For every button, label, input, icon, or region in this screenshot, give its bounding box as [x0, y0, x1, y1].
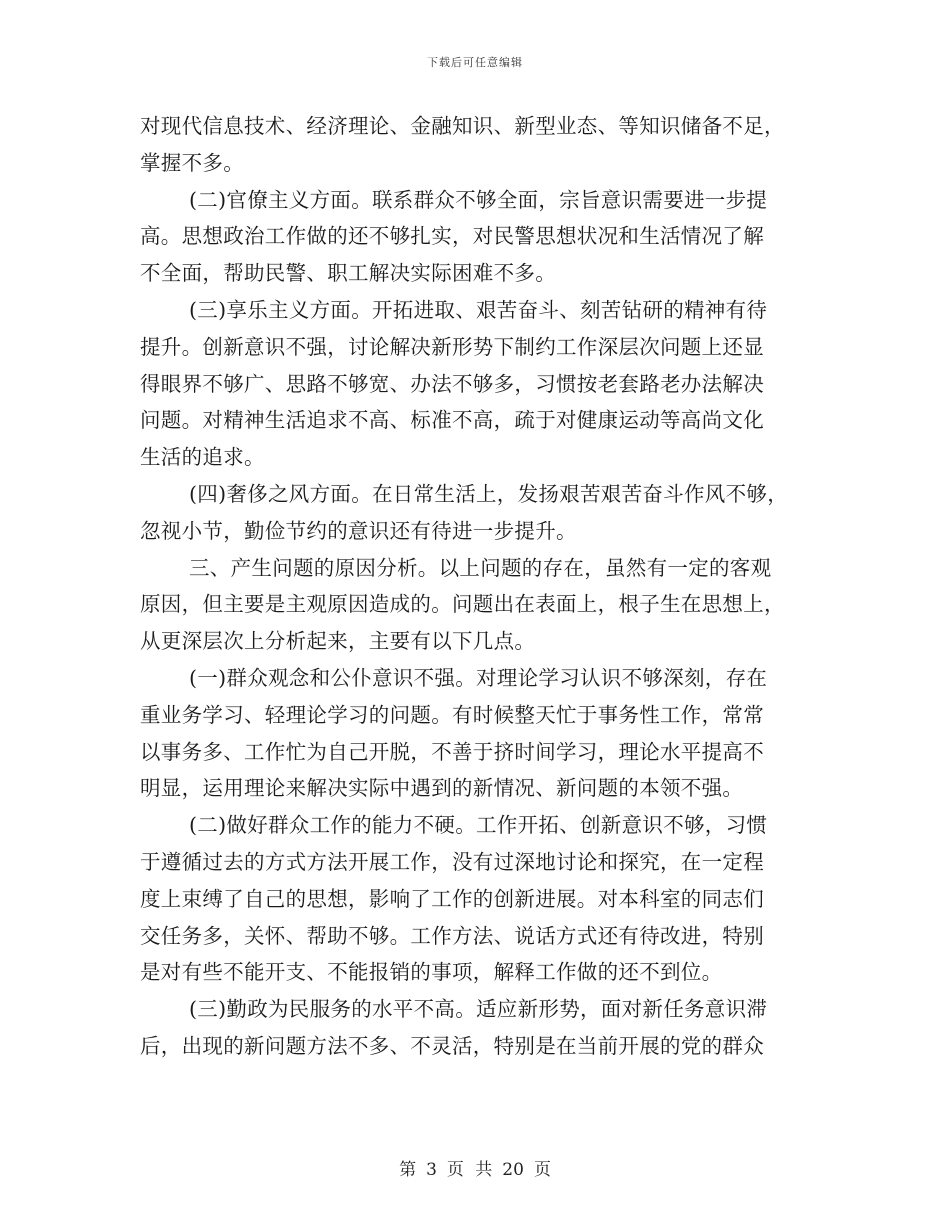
- footer-suffix: 页: [533, 1160, 551, 1180]
- text-line: 后，出现的新问题方法不多、不灵活，特别是在当前开展的党的群众: [140, 1033, 764, 1058]
- footer-middle: 页 共: [446, 1160, 493, 1180]
- text-line: 掌握不多。: [140, 150, 244, 175]
- paragraph-first-line: (三)勤政为民服务的水平不高。适应新形势，面对新任务意识滞: [189, 997, 768, 1022]
- document-body: [140, 108, 810, 1065]
- text-line: 从更深层次上分析起来，主要有以下几点。: [140, 629, 536, 654]
- text-line: 交任务多，关怀、帮助不够。工作方法、说话方式还有待改进，特别: [140, 923, 764, 948]
- text-line: 不全面，帮助民警、职工解决实际困难不多。: [140, 261, 556, 286]
- text-line: 度上束缚了自己的思想，影响了工作的创新进展。对本科室的同志们: [140, 886, 764, 911]
- text-line: 原因，但主要是主观原因造成的。问题出在表面上，根子生在思想上，: [140, 592, 785, 617]
- paragraph-first-line: (一)群众观念和公仆意识不强。对理论学习认识不够深刻，存在: [189, 665, 768, 690]
- text-line: 高。思想政治工作做的还不够扎实，对民警思想状况和生活情况了解: [140, 224, 764, 249]
- text-line: 是对有些不能开支、不能报销的事项，解释工作做的还不到位。: [140, 960, 723, 985]
- footer-current-page: 3: [426, 1160, 437, 1180]
- page-footer: [0, 1155, 950, 1180]
- paragraph-first-line: (三)享乐主义方面。开拓进取、艰苦奋斗、刻苦钻研的精神有待: [189, 297, 768, 322]
- paragraph-first-line: (二)官僚主义方面。联系群众不够全面，宗旨意识需要进一步提: [189, 187, 768, 212]
- text-line: 以事务多、工作忙为自己开脱，不善于挤时间学习，理论水平提高不: [140, 739, 764, 764]
- footer-prefix: 第: [399, 1160, 417, 1180]
- text-line: 对现代信息技术、经济理论、金融知识、新型业态、等知识储备不足，: [140, 114, 785, 138]
- page-header: 下载后可任意编辑: [427, 56, 523, 69]
- paragraph-first-line: (二)做好群众工作的能力不硬。工作开拓、创新意识不够，习惯: [189, 813, 768, 838]
- text-line: 于遵循过去的方式方法开展工作，没有过深地讨论和探究，在一定程: [140, 849, 764, 874]
- text-line: 问题。对精神生活追求不高、标准不高，疏于对健康运动等高尚文化: [140, 408, 764, 433]
- text-line: 忽视小节，勤俭节约的意识还有待进一步提升。: [140, 518, 577, 543]
- paragraph-first-line: 三、产生问题的原因分析。以上问题的存在，虽然有一定的客观: [189, 555, 772, 580]
- text-line: 得眼界不够广、思路不够宽、办法不够多，习惯按老套路老办法解决: [140, 371, 764, 396]
- paragraph-first-line: (四)奢侈之风方面。在日常生活上，发扬艰苦艰苦奋斗作风不够，: [189, 481, 788, 506]
- text-line: 生活的追求。: [140, 445, 265, 470]
- footer-total-pages: 20: [502, 1160, 524, 1180]
- text-line: 提升。创新意识不强，讨论解决新形势下制约工作深层次问题上还显: [140, 334, 764, 359]
- text-line: 重业务学习、轻理论学习的问题。有时候整天忙于事务性工作，常常: [140, 702, 764, 727]
- text-line: 明显，运用理论来解决实际中遇到的新情况、新问题的本领不强。: [140, 776, 744, 801]
